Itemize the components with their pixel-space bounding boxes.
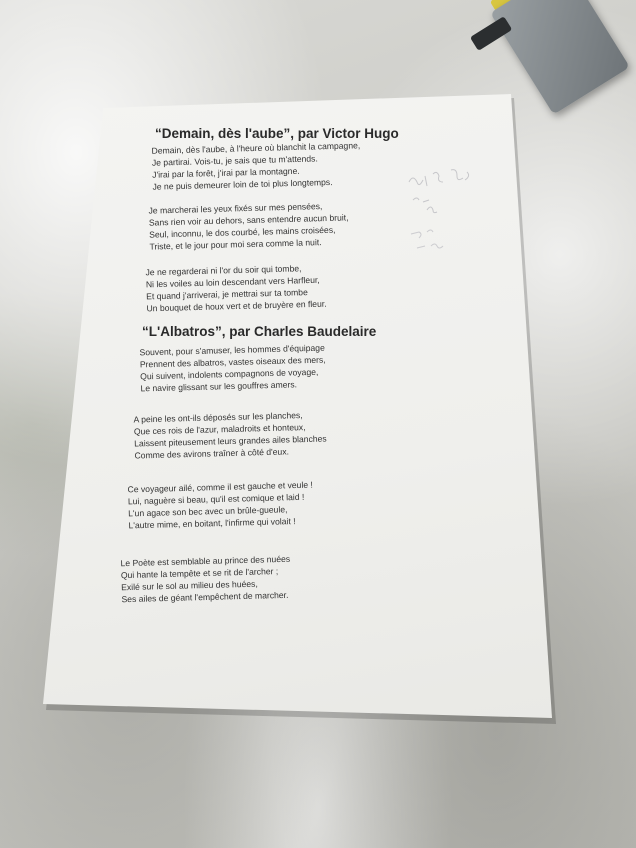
poem2-verse: L'autre mime, en boitant, l'infirme qui volait !	[128, 516, 296, 531]
poem2-verse: L'un agace son bec avec un brûle-gueule,	[128, 504, 288, 519]
poem1-stanza-2	[148, 199, 349, 252]
poem2-stanza-4	[120, 553, 291, 605]
poem2-verse: Qui hante la tempête et se rit de l'archer ;	[120, 566, 279, 581]
poem1-verse: Je marcherai les yeux fixés sur mes pensées,	[148, 201, 323, 216]
poem2-verse: A peine les ont-ils déposés sur les planches,	[133, 410, 303, 425]
poem1-verse: Je ne puis demeurer loin de toi plus longtemps.	[152, 177, 333, 192]
poem1-verse: J'irai par la forêt, j'irai par la montagne.	[152, 165, 300, 180]
poem2-verse: Exilé sur le sol au milieu des huées,	[121, 578, 258, 593]
poem2-verse: Laissent piteusement leurs grandes ailes blanches	[134, 433, 327, 449]
poem1-verse: Sans rien voir au dehors, sans entendre aucun bruit,	[148, 212, 349, 228]
poem2-verse: Prennent des albatros, vastes oiseaux des mers,	[139, 354, 326, 370]
poem2-verse: Que ces rois de l'azur, maladroits et honteux,	[133, 422, 306, 437]
poem2-verse: Ce voyageur ailé, comme il est gauche et veule !	[127, 479, 313, 495]
poem2-stanza-3	[127, 479, 314, 532]
poem2-verse: Lui, naguère si beau, qu'il est comique et laid !	[127, 491, 305, 507]
poem2-stanza-2	[133, 408, 327, 461]
poem1-verse: Demain, dès l'aube, à l'heure où blanchit la campagne,	[151, 140, 361, 156]
poem1-verse: Je partirai. Vois-tu, je sais que tu m'attends.	[151, 153, 318, 168]
poem2-verse: Le navire glissant sur les gouffres amers.	[140, 379, 298, 394]
poem2-verse: Le Poète est semblable au prince des nuées	[120, 553, 291, 569]
poem1-stanza-3	[145, 262, 326, 315]
poem1-title: “Demain, dès l'aube”, par Victor Hugo	[155, 126, 399, 141]
poem1-verse: Je ne regarderai ni l'or du soir qui tombe,	[145, 263, 302, 278]
poem1-verse: Seul, inconnu, le dos courbé, les mains croisées,	[149, 224, 336, 240]
poem1-verse: Triste, et le jour pour moi sera comme la nuit.	[149, 237, 322, 252]
poem1-stanza-1	[151, 139, 361, 192]
poem2-verse: Qui suivent, indolents compagnons de voyage,	[140, 366, 319, 382]
poem2-stanza-1	[139, 342, 326, 395]
poem2-title: “L'Albatros”, par Charles Baudelaire	[142, 324, 377, 339]
poem1-verse: Et quand j'arriverai, je mettrai sur ta tombe	[146, 287, 308, 302]
poem2-verse: Souvent, pour s'amuser, les hommes d'équipage	[139, 342, 325, 358]
poem1-verse: Ni les voiles au loin descendant vers Harfleur,	[145, 274, 320, 290]
poem2-verse: Ses ailes de géant l'empêchent de marcher.	[121, 589, 289, 605]
pencil-marks	[405, 162, 485, 252]
poem2-verse: Comme des avirons traîner à côté d'eux.	[134, 446, 290, 461]
poem1-verse: Un bouquet de houx vert et de bruyère en fleur.	[146, 298, 327, 314]
